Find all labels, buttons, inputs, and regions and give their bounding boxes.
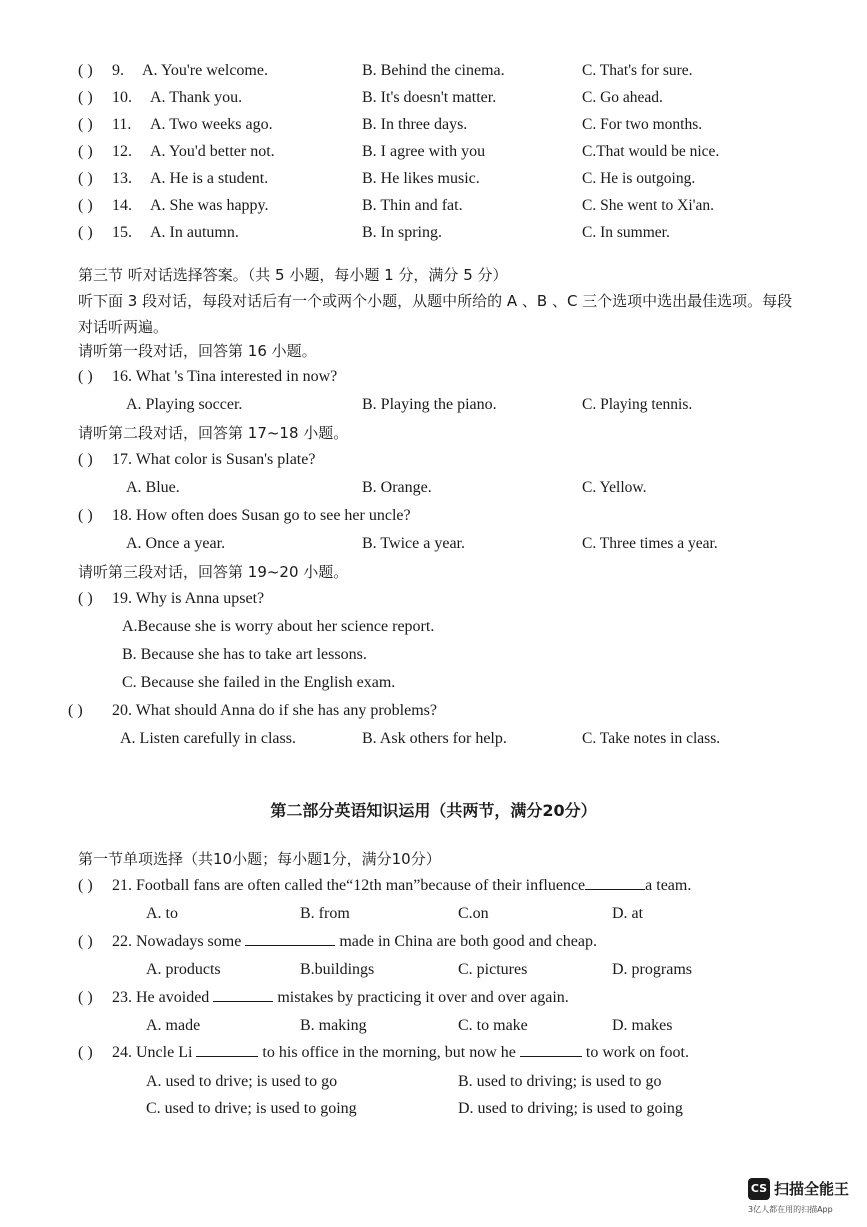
question-17: [0, 447, 867, 473]
option-a: A. made: [146, 1017, 201, 1034]
option-b: B. It's doesn't matter.: [362, 89, 497, 106]
answer-paren: ( ): [78, 877, 93, 894]
option-c: C.That would be nice.: [582, 143, 720, 160]
dialogue-2-prompt: 请听第二段对话，回答第 17~18 小题。: [78, 424, 349, 442]
question-19-option-b: [0, 642, 867, 668]
answer-blank[interactable]: [585, 873, 645, 890]
option-c: C.on: [458, 905, 489, 922]
option-b: B. He likes music.: [362, 170, 480, 187]
option-c: C. In summer.: [582, 224, 670, 241]
answer-paren: ( ): [78, 116, 93, 133]
stem-text: to work on foot.: [585, 1044, 689, 1061]
question-10: [0, 85, 867, 111]
option-b: B. In three days.: [362, 116, 468, 133]
option-b: B. Thin and fat.: [362, 197, 463, 214]
question-24-options-cd: [0, 1096, 867, 1122]
option-b: B. Because she has to take art lessons.: [122, 646, 367, 663]
question-24: [0, 1040, 867, 1066]
option-b: B. used to driving; is used to go: [458, 1073, 662, 1090]
option-a: A. products: [146, 961, 221, 978]
stem-text: 23. He avoided: [112, 989, 210, 1006]
option-a: A. to: [146, 905, 178, 922]
stem-text: mistakes by practicing it over and over again.: [277, 989, 569, 1006]
question-number: 15.: [112, 224, 132, 241]
question-22-options: [0, 957, 867, 983]
question-18: [0, 503, 867, 529]
option-b: B. Behind the cinema.: [362, 62, 505, 79]
answer-blank[interactable]: [213, 985, 273, 1002]
question-20-options: [0, 726, 867, 752]
question-9: [0, 58, 867, 84]
stem-text: a team.: [645, 877, 692, 894]
answer-paren: ( ): [78, 590, 93, 607]
question-stem: [112, 929, 597, 955]
answer-paren: ( ): [78, 989, 93, 1006]
answer-paren: ( ): [78, 224, 93, 241]
question-stem: 16. What 's Tina interested in now?: [112, 368, 338, 385]
option-c: C. pictures: [458, 961, 528, 978]
option-d: D. makes: [612, 1017, 673, 1034]
question-14: [0, 193, 867, 219]
option-b: B. from: [300, 905, 350, 922]
option-c: C. Take notes in class.: [582, 730, 721, 747]
stem-text: 22. Nowadays some: [112, 933, 242, 950]
option-a: A. Listen carefully in class.: [120, 730, 296, 747]
option-d: D. used to driving; is used to going: [458, 1100, 683, 1117]
answer-paren: ( ): [78, 143, 93, 160]
option-c: C. Three times a year.: [582, 535, 718, 552]
question-21: [0, 873, 867, 899]
question-18-options: [0, 531, 867, 557]
option-b: B. Ask others for help.: [362, 730, 507, 747]
option-a: A. Playing soccer.: [126, 396, 243, 413]
question-12: [0, 139, 867, 165]
option-c: C. to make: [458, 1017, 528, 1034]
option-d: D. at: [612, 905, 644, 922]
option-c: C. For two months.: [582, 116, 703, 133]
answer-paren: ( ): [78, 507, 93, 524]
option-a: A. used to drive; is used to go: [146, 1073, 338, 1090]
question-23: [0, 985, 867, 1011]
option-c: C. Because she failed in the English exam.: [122, 674, 396, 691]
option-b: B. Twice a year.: [362, 535, 465, 552]
dialogue-1-prompt: 请听第一段对话，回答第 16 小题。: [78, 342, 317, 360]
option-c: C. He is outgoing.: [582, 170, 696, 187]
answer-paren: ( ): [78, 197, 93, 214]
option-a: A.Because she is worry about her science report.: [122, 618, 435, 635]
answer-paren: ( ): [78, 1044, 93, 1061]
option-a: A. He is a student.: [150, 170, 269, 187]
question-stem: [112, 873, 691, 899]
option-a: A. Thank you.: [150, 89, 243, 106]
answer-paren: ( ): [78, 89, 93, 106]
option-b: B. In spring.: [362, 224, 442, 241]
question-13: [0, 166, 867, 192]
answer-paren: ( ): [68, 702, 83, 719]
option-a: A. You're welcome.: [142, 62, 268, 79]
question-11: [0, 112, 867, 138]
question-number: 13.: [112, 170, 132, 187]
answer-paren: ( ): [78, 933, 93, 950]
question-16: [0, 364, 867, 390]
option-a: A. In autumn.: [150, 224, 239, 241]
question-19-option-c: [0, 670, 867, 696]
option-a: A. Blue.: [126, 479, 180, 496]
question-15: [0, 220, 867, 246]
option-b: B.buildings: [300, 961, 375, 978]
section-3-title: 第三节 听对话选择答案。（共 5 小题，每小题 1 分，满分 5 分）: [78, 266, 508, 284]
question-stem: [112, 1040, 689, 1066]
question-number: 11.: [112, 116, 132, 133]
question-20: [0, 698, 867, 724]
question-stem: 18. How often does Susan go to see her uncle?: [112, 507, 411, 524]
stem-text: 21. Football fans are often called the“12th man”because of their influence: [112, 877, 586, 894]
question-stem: 20. What should Anna do if she has any problems?: [112, 702, 437, 719]
section-3-instruction: 听下面 3 段对话，每段对话后有一个或两个小题，从题中所给的 A 、B 、C 三个选项中选出最佳选项。每段对话听两遍。: [78, 292, 793, 336]
answer-paren: ( ): [78, 451, 93, 468]
question-19-option-a: [0, 614, 867, 640]
answer-paren: ( ): [78, 170, 93, 187]
option-c: C. Go ahead.: [582, 89, 663, 106]
option-b: B. Playing the piano.: [362, 396, 497, 413]
answer-paren: ( ): [78, 62, 93, 79]
option-b: B. Orange.: [362, 479, 432, 496]
camscanner-logo-icon: CS: [748, 1178, 770, 1200]
question-19: [0, 586, 867, 612]
question-stem: 19. Why is Anna upset?: [112, 590, 265, 607]
option-a: A. Once a year.: [126, 535, 226, 552]
question-number: 12.: [112, 143, 132, 160]
option-c: C. That's for sure.: [582, 62, 693, 79]
option-a: A. Two weeks ago.: [150, 116, 273, 133]
option-c: C. Playing tennis.: [582, 396, 693, 413]
option-b: B. making: [300, 1017, 367, 1034]
answer-blank[interactable]: [520, 1040, 582, 1057]
question-number: 14.: [112, 197, 132, 214]
part-2-heading: 第二部分英语知识运用（共两节，满分20分）: [270, 801, 597, 820]
question-stem: 17. What color is Susan's plate?: [112, 451, 316, 468]
question-22: [0, 929, 867, 955]
option-a: A. You'd better not.: [150, 143, 275, 160]
option-c: C. Yellow.: [582, 479, 647, 496]
option-c: C. She went to Xi'an.: [582, 197, 714, 214]
option-a: A. She was happy.: [150, 197, 269, 214]
option-b: B. I agree with you: [362, 143, 486, 160]
stem-text: 24. Uncle Li: [112, 1044, 193, 1061]
option-d: D. programs: [612, 961, 692, 978]
question-16-options: [0, 392, 867, 418]
option-c: C. used to drive; is used to going: [146, 1100, 357, 1117]
camscanner-watermark: [748, 1176, 858, 1222]
question-24-options-ab: [0, 1069, 867, 1095]
watermark-name: 扫描全能王: [774, 1180, 850, 1198]
answer-blank[interactable]: [245, 929, 335, 946]
watermark-tagline: 3亿人都在用的扫描App: [748, 1205, 833, 1214]
question-23-options: [0, 1013, 867, 1039]
question-number: 10.: [112, 89, 132, 106]
stem-text: to his office in the morning, but now he: [262, 1044, 516, 1061]
answer-blank[interactable]: [196, 1040, 258, 1057]
answer-paren: ( ): [78, 368, 93, 385]
question-21-options: [0, 901, 867, 927]
part-2-section-1-title: 第一节单项选择（共10小题；每小题1分，满分10分）: [78, 850, 441, 868]
dialogue-3-prompt: 请听第三段对话，回答第 19~20 小题。: [78, 563, 349, 581]
stem-text: made in China are both good and cheap.: [339, 933, 598, 950]
question-stem: [112, 985, 569, 1011]
question-number: 9.: [112, 62, 124, 79]
question-17-options: [0, 475, 867, 501]
